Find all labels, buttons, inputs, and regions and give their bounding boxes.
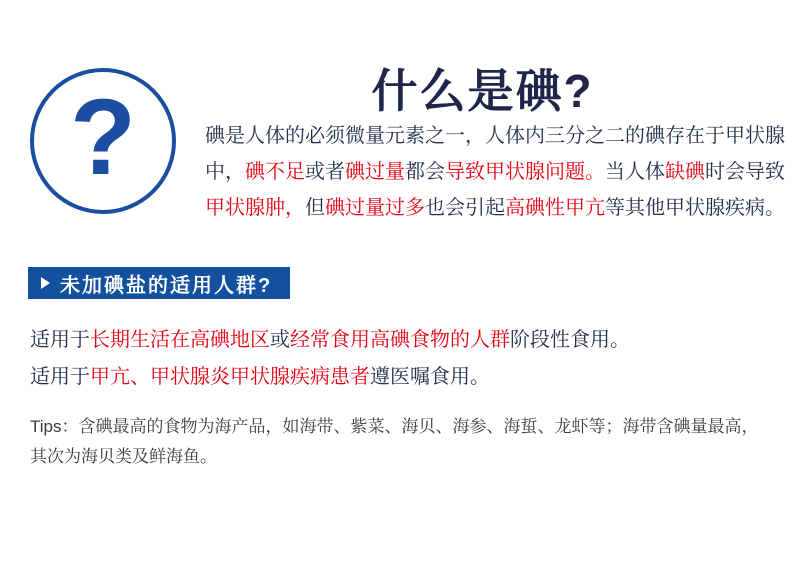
body-text: 或 (270, 329, 290, 351)
highlight-text: 碘过量 (345, 161, 405, 183)
body-text: 适用于 (30, 329, 90, 351)
body-text: 遵医嘱食用。 (370, 366, 490, 388)
highlight-text: 经常食用高碘食物的人群 (290, 329, 510, 351)
highlight-text: 碘不足 (245, 161, 305, 183)
body-text: 或者 (305, 161, 345, 183)
tips-paragraph: Tips：含碘最高的食物为海产品，如海带、紫菜、海贝、海参、海蜇、龙虾等；海带含碘量最高，其次为海贝类及鲜海鱼。 (30, 417, 759, 466)
body-text: 中， (205, 161, 245, 183)
section-banner (28, 267, 290, 299)
usage-line-2 (30, 359, 630, 396)
play-arrow-icon (41, 277, 50, 289)
highlight-text: 高碘性甲亢 (505, 197, 605, 219)
body-text: 碘是人体的必须微量元素之一，人体内三分之二的碘存在于甲状腺 (205, 125, 785, 147)
highlight-text: 导致甲状腺问题。 (445, 161, 605, 183)
usage-list (30, 322, 630, 396)
body-text: 阶段性食用。 (510, 329, 630, 351)
body-text: 适用于 (30, 366, 90, 388)
highlight-text: 碘过量过多 (325, 197, 425, 219)
section-banner-label: 未加碘盐的适用人群? (60, 274, 273, 297)
body-text: 但 (305, 197, 325, 219)
intro-line-3 (205, 190, 785, 226)
body-text: 当人体 (605, 161, 665, 183)
body-text: 也会引起 (425, 197, 505, 219)
question-circle (30, 68, 176, 214)
usage-line-1 (30, 322, 630, 359)
highlight-text: 缺碘 (665, 161, 705, 183)
page-title: 什么是碘? (371, 65, 594, 117)
body-text: 都会 (405, 161, 445, 183)
highlight-text: 甲状腺肿， (205, 197, 305, 219)
body-text: 时会导致 (705, 161, 785, 183)
intro-line-1 (205, 118, 785, 154)
highlight-text: 甲亢、甲状腺炎甲状腺疾病患者 (90, 366, 370, 388)
question-mark-icon: ? (70, 76, 136, 197)
intro-paragraph (205, 118, 785, 226)
intro-line-2 (205, 154, 785, 190)
highlight-text: 长期生活在高碘地区 (90, 329, 270, 351)
body-text: 等其他甲状腺疾病。 (605, 197, 785, 219)
